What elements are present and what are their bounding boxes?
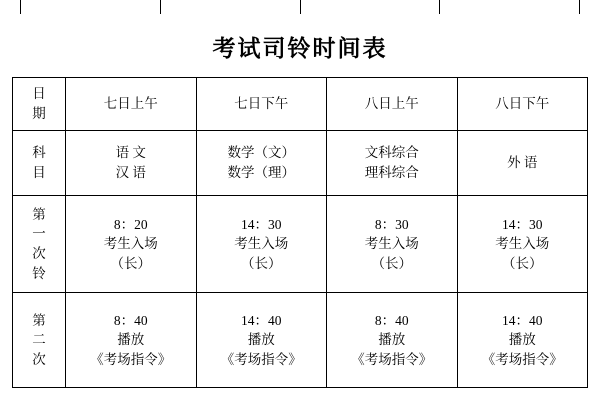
first-bell-cell-3: 8：30 考生入场 （长） xyxy=(327,196,458,293)
table-row-first-bell xyxy=(13,196,588,293)
exam-bell-schedule-table xyxy=(12,77,588,388)
page-title: 考试司铃时间表 xyxy=(212,35,388,61)
table-row-header xyxy=(13,78,588,131)
partial-table xyxy=(20,0,580,14)
row-label-second-bell xyxy=(13,293,66,388)
partial-cell-3 xyxy=(300,0,440,14)
column-header-4: 八日下午 xyxy=(457,78,588,131)
column-header-1: 七日上午 xyxy=(66,78,197,131)
partial-cell-2 xyxy=(160,0,300,14)
row-label-date xyxy=(13,78,66,131)
row-label-subject xyxy=(13,131,66,196)
subject-cell-2: 数学（文） 数学（理） xyxy=(196,131,327,196)
partial-cell-4 xyxy=(440,0,580,14)
column-header-3: 八日上午 xyxy=(327,78,458,131)
first-bell-cell-4: 14：30 考生入场 （长） xyxy=(457,196,588,293)
partial-cell-1 xyxy=(21,0,161,14)
second-bell-cell-1: 8：40 播放 《考场指令》 xyxy=(66,293,197,388)
row-label-first-bell xyxy=(13,196,66,293)
column-header-2: 七日下午 xyxy=(196,78,327,131)
first-bell-cell-2: 14：30 考生入场 （长） xyxy=(196,196,327,293)
second-bell-cell-3: 8：40 播放 《考场指令》 xyxy=(327,293,458,388)
row-label-second-bell-lines: 第 二 次 xyxy=(32,312,46,367)
row-label-date-lines: 日 期 xyxy=(32,86,46,121)
table-row xyxy=(21,0,580,14)
subject-cell-4: 外 语 xyxy=(457,131,588,196)
table-row-second-bell xyxy=(13,293,588,388)
second-bell-cell-2: 14：40 播放 《考场指令》 xyxy=(196,293,327,388)
first-bell-cell-1: 8：20 考生入场 （长） xyxy=(66,196,197,293)
row-label-subject-lines: 科 目 xyxy=(32,145,46,180)
top-partial-table xyxy=(0,0,600,14)
second-bell-cell-4: 14：40 播放 《考场指令》 xyxy=(457,293,588,388)
table-row-subject xyxy=(13,131,588,196)
row-label-first-bell-lines: 第 一 次 铃 xyxy=(32,206,46,281)
subject-cell-1: 语 文 汉 语 xyxy=(66,131,197,196)
subject-cell-3: 文科综合 理科综合 xyxy=(327,131,458,196)
